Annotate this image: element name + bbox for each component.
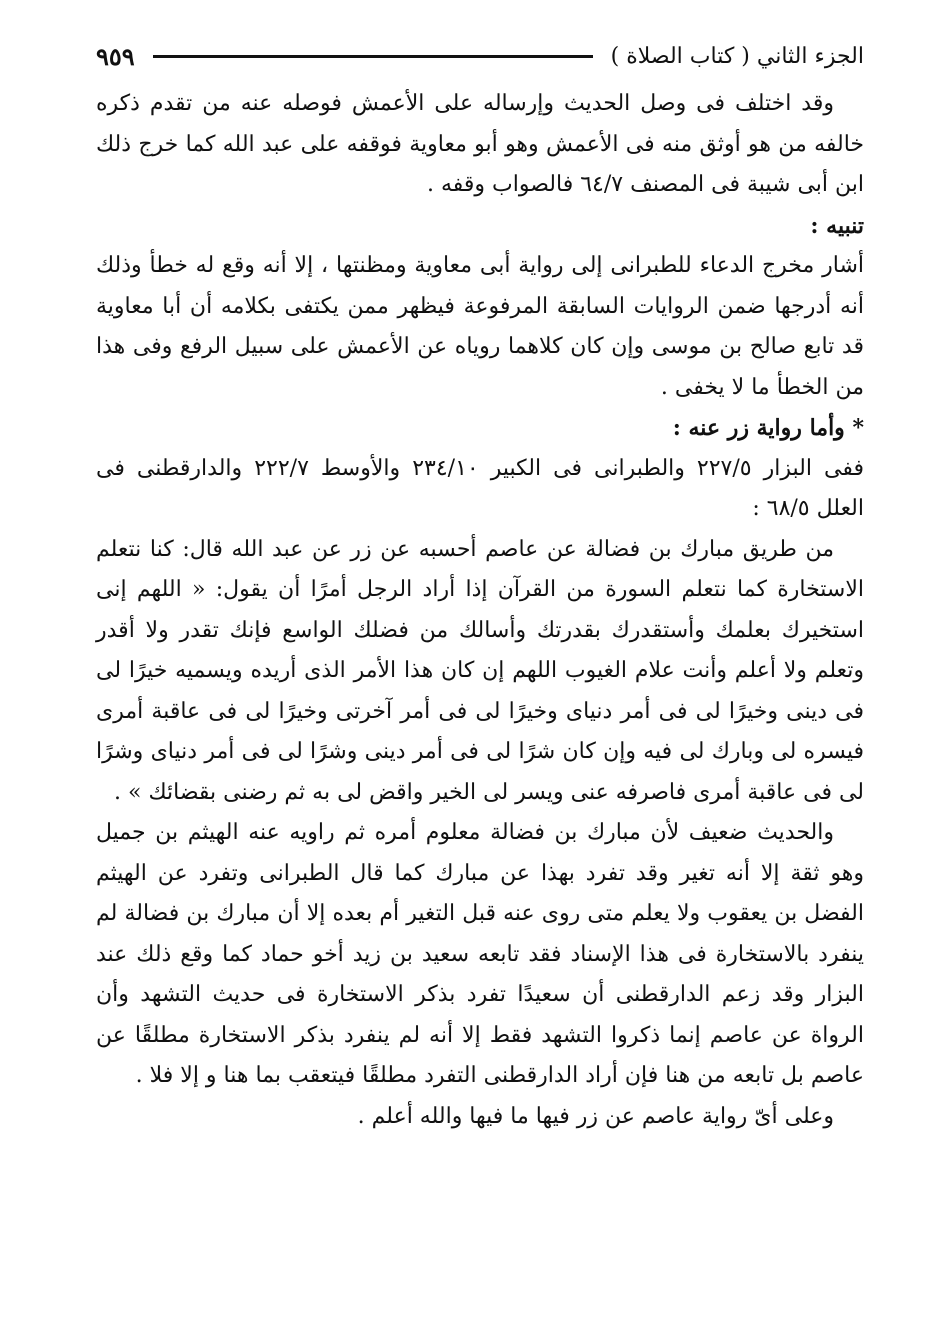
heading-zirr-narration-text: وأما رواية زر عنه : [672,415,845,441]
heading-note: تنبيه : [810,212,864,239]
running-title: الجزء الثاني ( كتاب الصلاة ) [610,43,864,69]
page-number: ٩٥٩ [96,41,135,71]
paragraph-sources: ففى البزار ٢٢٧/٥ والطبرانى فى الكبير ٢٣٤/١٠ والأوسط ٢٢٢/٧ والدارقطنى فى العلل ٦٨/٥ : [96,455,864,521]
asterisk-marker: * [852,415,864,441]
paragraph-istikhara-hadith: من طريق مبارك بن فضالة عن عاصم أحسبه عن زر عن عبد الله قال: كنا نتعلم الاستخارة كما نتعلم السورة من القرآن إذا أراد الرجل أمرًا أن يقول: « اللهم إنى استخيرك بعلمك وأستقدرك بقدرتك وأسالك من فضلك الواسع فإنك تقدر ولا أقدر وتعلم ولا أعلم وأنت علام الغيوب اللهم إن كان هذا الأمر الذى أريده ويسميه خيرًا لى فى دينى وخيرًا لى فى أمر دنياى وخيرًا لى فى أمر آخرتى وخيرًا لى فى عاقبة أمرى فيسره لى وبارك لى فيه وإن كان شرًا لى فى أمر دينى وشرًا لى فى أمر دنياى وشرًا لى فى عاقبة أمرى فاصرفه عنى ويسر لى الخير واقض لى به ثم رضنى بقضائك » . [96,536,864,805]
running-header [96,34,864,78]
paragraph-variant-narration: وقد اختلف فى وصل الحديث وإرساله على الأعمش فوصله عنه من تقدم ذكره خالفه من هو أوثق منه فى الأعمش وهو أبو معاوية فوقفه على عبد الله كما خرج ذلك ابن أبى شيبة فى المصنف ٦٤/٧ فالصواب وقفه . [96,91,864,197]
paragraph-conclusion: وعلى أىّ رواية عاصم عن زر فيها ما فيها والله أعلم . [357,1103,834,1129]
header-rule [153,55,593,58]
heading-zirr-narration [96,408,864,449]
page-body [96,84,864,1137]
paragraph-grading: والحديث ضعيف لأن مبارك بن فضالة معلوم أمره ثم راويه عنه الهيثم بن جميل وهو ثقة إلا أنه تغير وقد تفرد بهذا عن مبارك كما قال الطبرانى وتفرد عن الهيثم الفضل بن يعقوب ولا يعلم متى روى عنه قبل التغير أم بعده إلا أن مبارك بن فضالة لم ينفرد بالاستخارة فى هذا الإسناد فقد تابعه سعيد بن زيد أخو حماد كما وقع ذلك عند البزار وقد زعم الدارقطنى أن سعيدًا تفرد بذكر الاستخارة فى حديث التشهد وأن الرواة عن عاصم إنما ذكروا التشهد فقط إلا أنه لم ينفرد بذكر الاستخارة مطلقًا عن عاصم بل تابعه من هنا فإن أراد الدارقطنى التفرد مطلقًا فيتعقب بما هنا و إلا فلا . [96,820,864,1088]
paragraph-note: أشار مخرج الدعاء للطبرانى إلى رواية أبى معاوية ومظنتها ، إلا أنه وقع له خطأ وذلك أنه أدرجها ضمن الروايات السابقة المرفوعة فيظهر ممن يكتفى بكلامه أن أبا معاوية قد تابع صالح بن موسى وإن كان كلاهما روياه عن الأعمش على سبيل الرفع وفى هذا من الخطأ ما لا يخفى . [96,253,865,400]
